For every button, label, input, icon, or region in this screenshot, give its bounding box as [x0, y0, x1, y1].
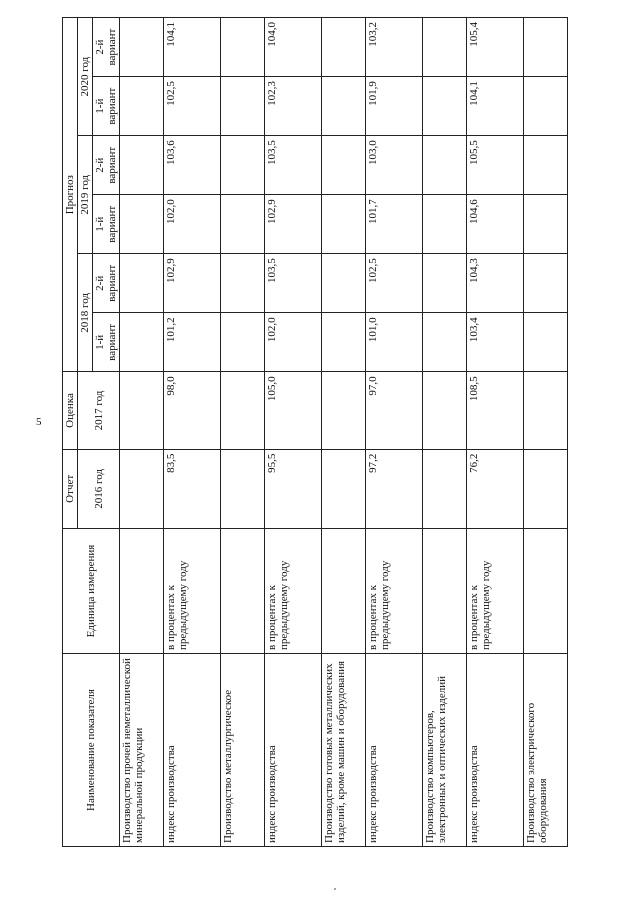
- cell-2020-v2: [220, 18, 264, 77]
- cell-2018-v2: [220, 254, 264, 313]
- cell-2017: [523, 372, 567, 449]
- cell-2018-v2: 102,5: [366, 254, 423, 313]
- cell-2017: [220, 372, 264, 449]
- cell-2020-v2: [120, 18, 164, 77]
- header-2020: 2020 год: [78, 18, 93, 136]
- cell-2018-v2: 104,3: [467, 254, 524, 313]
- cell-2016: [120, 449, 164, 528]
- cell-2020-v2: [422, 18, 466, 77]
- cell-2018-v1: [220, 313, 264, 372]
- cell-2020-v2: [523, 18, 567, 77]
- cell-2018-v2: [422, 254, 466, 313]
- row-label: индекс производства: [366, 653, 423, 846]
- row-unit: в процентах к предыдущему году: [265, 529, 322, 654]
- cell-2017: 98,0: [164, 372, 221, 449]
- cell-2018-v1: [120, 313, 164, 372]
- row-unit: [422, 529, 466, 654]
- header-2016: 2016 год: [78, 449, 120, 528]
- cell-2019-v1: [120, 195, 164, 254]
- page-number: 5: [36, 416, 42, 428]
- header-2018: 2018 год: [78, 254, 93, 372]
- header-2019-v1: 1-й вариант: [93, 195, 120, 254]
- cell-2018-v2: [120, 254, 164, 313]
- cell-2017: 108,5: [467, 372, 524, 449]
- header-forecast: Прогноз: [63, 18, 78, 372]
- cell-2019-v2: 103,6: [164, 136, 221, 195]
- table-row: [366, 18, 423, 847]
- cell-2017: 97,0: [366, 372, 423, 449]
- row-label: индекс производства: [467, 653, 524, 846]
- cell-2017: [422, 372, 466, 449]
- cell-2016: 97,2: [366, 449, 423, 528]
- cell-2018-v2: 103,5: [265, 254, 322, 313]
- cell-2016: [523, 449, 567, 528]
- row-unit: [321, 529, 365, 654]
- header-unit: Единица измерения: [63, 529, 120, 654]
- header-2020-v1: 1-й вариант: [93, 77, 120, 136]
- cell-2018-v1: 102,0: [265, 313, 322, 372]
- cell-2018-v1: [422, 313, 466, 372]
- header-2019: 2019 год: [78, 136, 93, 254]
- header-estimate: Оценка: [63, 372, 78, 449]
- row-unit: [120, 529, 164, 654]
- cell-2020-v2: 105,4: [467, 18, 524, 77]
- scan-speck: [334, 888, 336, 890]
- cell-2019-v1: 104,6: [467, 195, 524, 254]
- cell-2019-v2: 103,5: [265, 136, 322, 195]
- cell-2019-v1: 102,0: [164, 195, 221, 254]
- cell-2020-v2: 103,2: [366, 18, 423, 77]
- cell-2019-v2: [523, 136, 567, 195]
- cell-2019-v1: [321, 195, 365, 254]
- forecast-table: [62, 17, 568, 847]
- cell-2016: [422, 449, 466, 528]
- cell-2020-v1: 104,1: [467, 77, 524, 136]
- header-name: Наименование показателя: [63, 653, 120, 846]
- cell-2018-v1: 101,0: [366, 313, 423, 372]
- row-unit: [523, 529, 567, 654]
- row-unit: в процентах к предыдущему году: [164, 529, 221, 654]
- row-label: Производство электрического оборудования: [523, 653, 567, 846]
- header-2020-v2: 2-й вариант: [93, 18, 120, 77]
- table-row: [523, 18, 567, 847]
- table-row: [164, 18, 221, 847]
- cell-2016: 95,5: [265, 449, 322, 528]
- rotated-table-container: [62, 17, 568, 847]
- row-label: индекс производства: [164, 653, 221, 846]
- cell-2020-v1: 102,3: [265, 77, 322, 136]
- cell-2019-v2: 105,5: [467, 136, 524, 195]
- cell-2020-v1: [422, 77, 466, 136]
- header-report: Отчет: [63, 449, 78, 528]
- row-label: индекс производства: [265, 653, 322, 846]
- cell-2019-v2: [120, 136, 164, 195]
- row-label: Производство металлургическое: [220, 653, 264, 846]
- table-row: [265, 18, 322, 847]
- cell-2019-v1: 101,7: [366, 195, 423, 254]
- cell-2018-v2: 102,9: [164, 254, 221, 313]
- cell-2019-v2: 103,0: [366, 136, 423, 195]
- cell-2018-v1: 101,2: [164, 313, 221, 372]
- row-label: Производство готовых металлических изделий, кроме машин и оборудования: [321, 653, 365, 846]
- cell-2018-v1: [321, 313, 365, 372]
- cell-2016: [220, 449, 264, 528]
- row-label: Производство компьютеров, электронных и оптических изделий: [422, 653, 466, 846]
- cell-2020-v2: [321, 18, 365, 77]
- cell-2019-v2: [422, 136, 466, 195]
- cell-2020-v1: [120, 77, 164, 136]
- cell-2017: [120, 372, 164, 449]
- table-row: [220, 18, 264, 847]
- cell-2020-v1: 101,9: [366, 77, 423, 136]
- cell-2020-v1: [220, 77, 264, 136]
- row-unit: в процентах к предыдущему году: [467, 529, 524, 654]
- cell-2019-v2: [220, 136, 264, 195]
- cell-2018-v2: [321, 254, 365, 313]
- cell-2016: [321, 449, 365, 528]
- table-row: [120, 18, 164, 847]
- row-unit: [220, 529, 264, 654]
- cell-2018-v1: 103,4: [467, 313, 524, 372]
- cell-2019-v1: [220, 195, 264, 254]
- cell-2017: [321, 372, 365, 449]
- table-row: [467, 18, 524, 847]
- row-unit: в процентах к предыдущему году: [366, 529, 423, 654]
- header-2018-v2: 2-й вариант: [93, 254, 120, 313]
- cell-2020-v1: 102,5: [164, 77, 221, 136]
- header-2018-v1: 1-й вариант: [93, 313, 120, 372]
- cell-2016: 83,5: [164, 449, 221, 528]
- cell-2018-v1: [523, 313, 567, 372]
- cell-2019-v1: 102,9: [265, 195, 322, 254]
- cell-2018-v2: [523, 254, 567, 313]
- cell-2019-v2: [321, 136, 365, 195]
- cell-2020-v2: 104,1: [164, 18, 221, 77]
- header-2019-v2: 2-й вариант: [93, 136, 120, 195]
- cell-2020-v2: 104,0: [265, 18, 322, 77]
- row-label: Производство прочей неметаллической минеральной продукции: [120, 653, 164, 846]
- cell-2020-v1: [321, 77, 365, 136]
- header-2017: 2017 год: [78, 372, 120, 449]
- cell-2017: 105,0: [265, 372, 322, 449]
- table-row: [422, 18, 466, 847]
- cell-2016: 76,2: [467, 449, 524, 528]
- cell-2020-v1: [523, 77, 567, 136]
- cell-2019-v1: [523, 195, 567, 254]
- table-row: [321, 18, 365, 847]
- cell-2019-v1: [422, 195, 466, 254]
